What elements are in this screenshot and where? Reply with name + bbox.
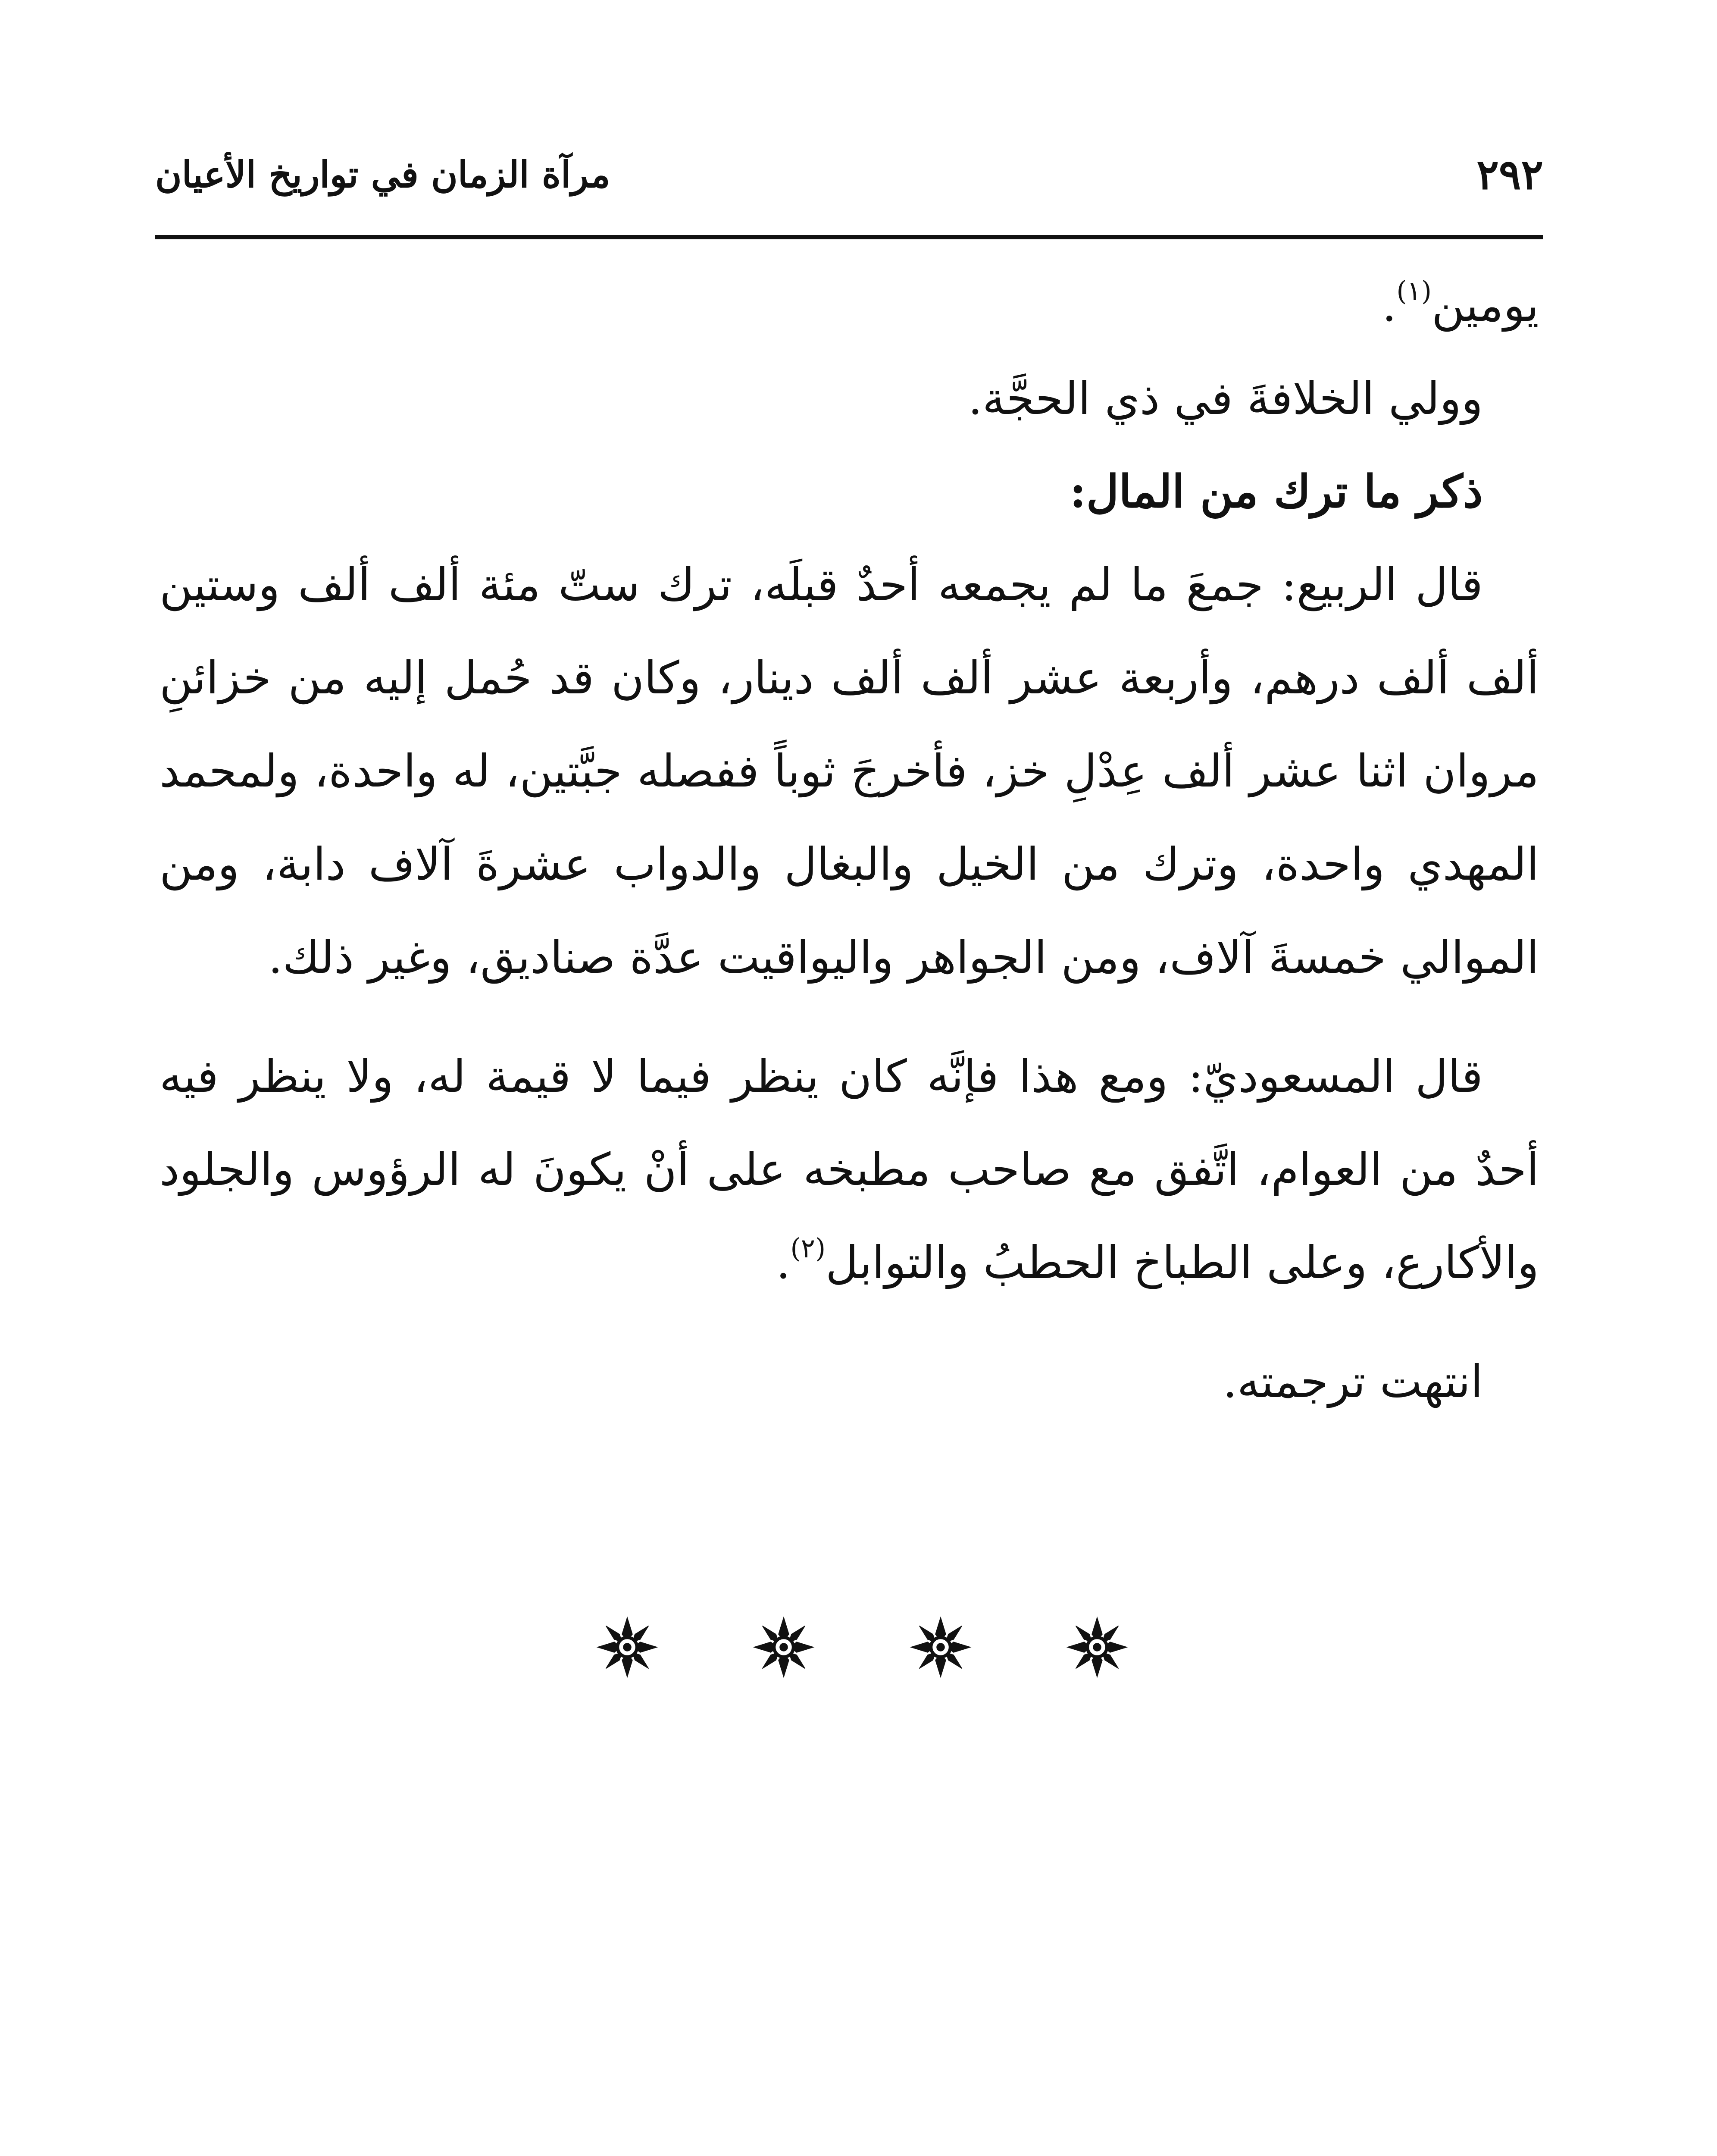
masudi-end: .	[776, 1236, 791, 1289]
continuation-text: يومين	[1432, 279, 1539, 332]
footnote-marker-1[interactable]: (١)	[1396, 275, 1432, 307]
masudi-text: قال المسعوديّ: ومع هذا فإنَّه كان ينظر فيما لا قيمة له، ولا ينظر فيه أحدٌ من العوام، اتَّفق مع صاحب مطبخه على أنْ يكونَ له الرؤوس والجلود والأكارع، وعلى الطباخ الحطبُ والتوابل	[160, 1050, 1539, 1289]
running-title: مرآة الزمان في تواريخ الأعيان	[155, 153, 610, 196]
section-divider-ornaments	[595, 1604, 1129, 1690]
page-number: ٢٩٢	[1476, 150, 1543, 199]
flower-ornament-icon	[751, 1615, 816, 1680]
paragraph-rabi: قال الربيع: جمعَ ما لم يجمعه أحدٌ قبلَه، ترك ستّ مئة ألف ألف وستين ألف ألف درهم، وأربعة عشر ألف ألف دينار، وكان قد حُمل إليه من خزائنِ مروان اثنا عشر ألف عِدْلِ خز، فأخرجَ ثوباً ففصله جبَّتين، له واحدة، ولمحمد المهدي واحدة، وترك من الخيل والبغال والدواب عشرةَ آلاف دابة، ومن الموالي خمسةَ آلاف، ومن الجواهر واليواقيت عدَّة صناديق، وغير ذلك.	[160, 558, 1539, 984]
header-rule	[155, 235, 1543, 239]
section-heading: ذكر ما ترك من المال:	[1070, 465, 1483, 518]
flower-ornament-icon	[595, 1615, 660, 1680]
flower-ornament-icon	[908, 1615, 973, 1680]
paragraph-caliphate: وولي الخلافةَ في ذي الحجَّة.	[968, 372, 1483, 425]
main-text	[160, 259, 1539, 1428]
page-header	[155, 142, 1543, 216]
paragraph-end-of-biography: انتهت ترجمته.	[1223, 1355, 1483, 1408]
continuation-end: .	[1382, 279, 1397, 332]
footnote-marker-2[interactable]: (٢)	[790, 1232, 826, 1264]
flower-ornament-icon	[1065, 1615, 1129, 1680]
paragraph-masudi	[160, 1030, 1539, 1309]
paragraph-continuation	[160, 259, 1539, 352]
